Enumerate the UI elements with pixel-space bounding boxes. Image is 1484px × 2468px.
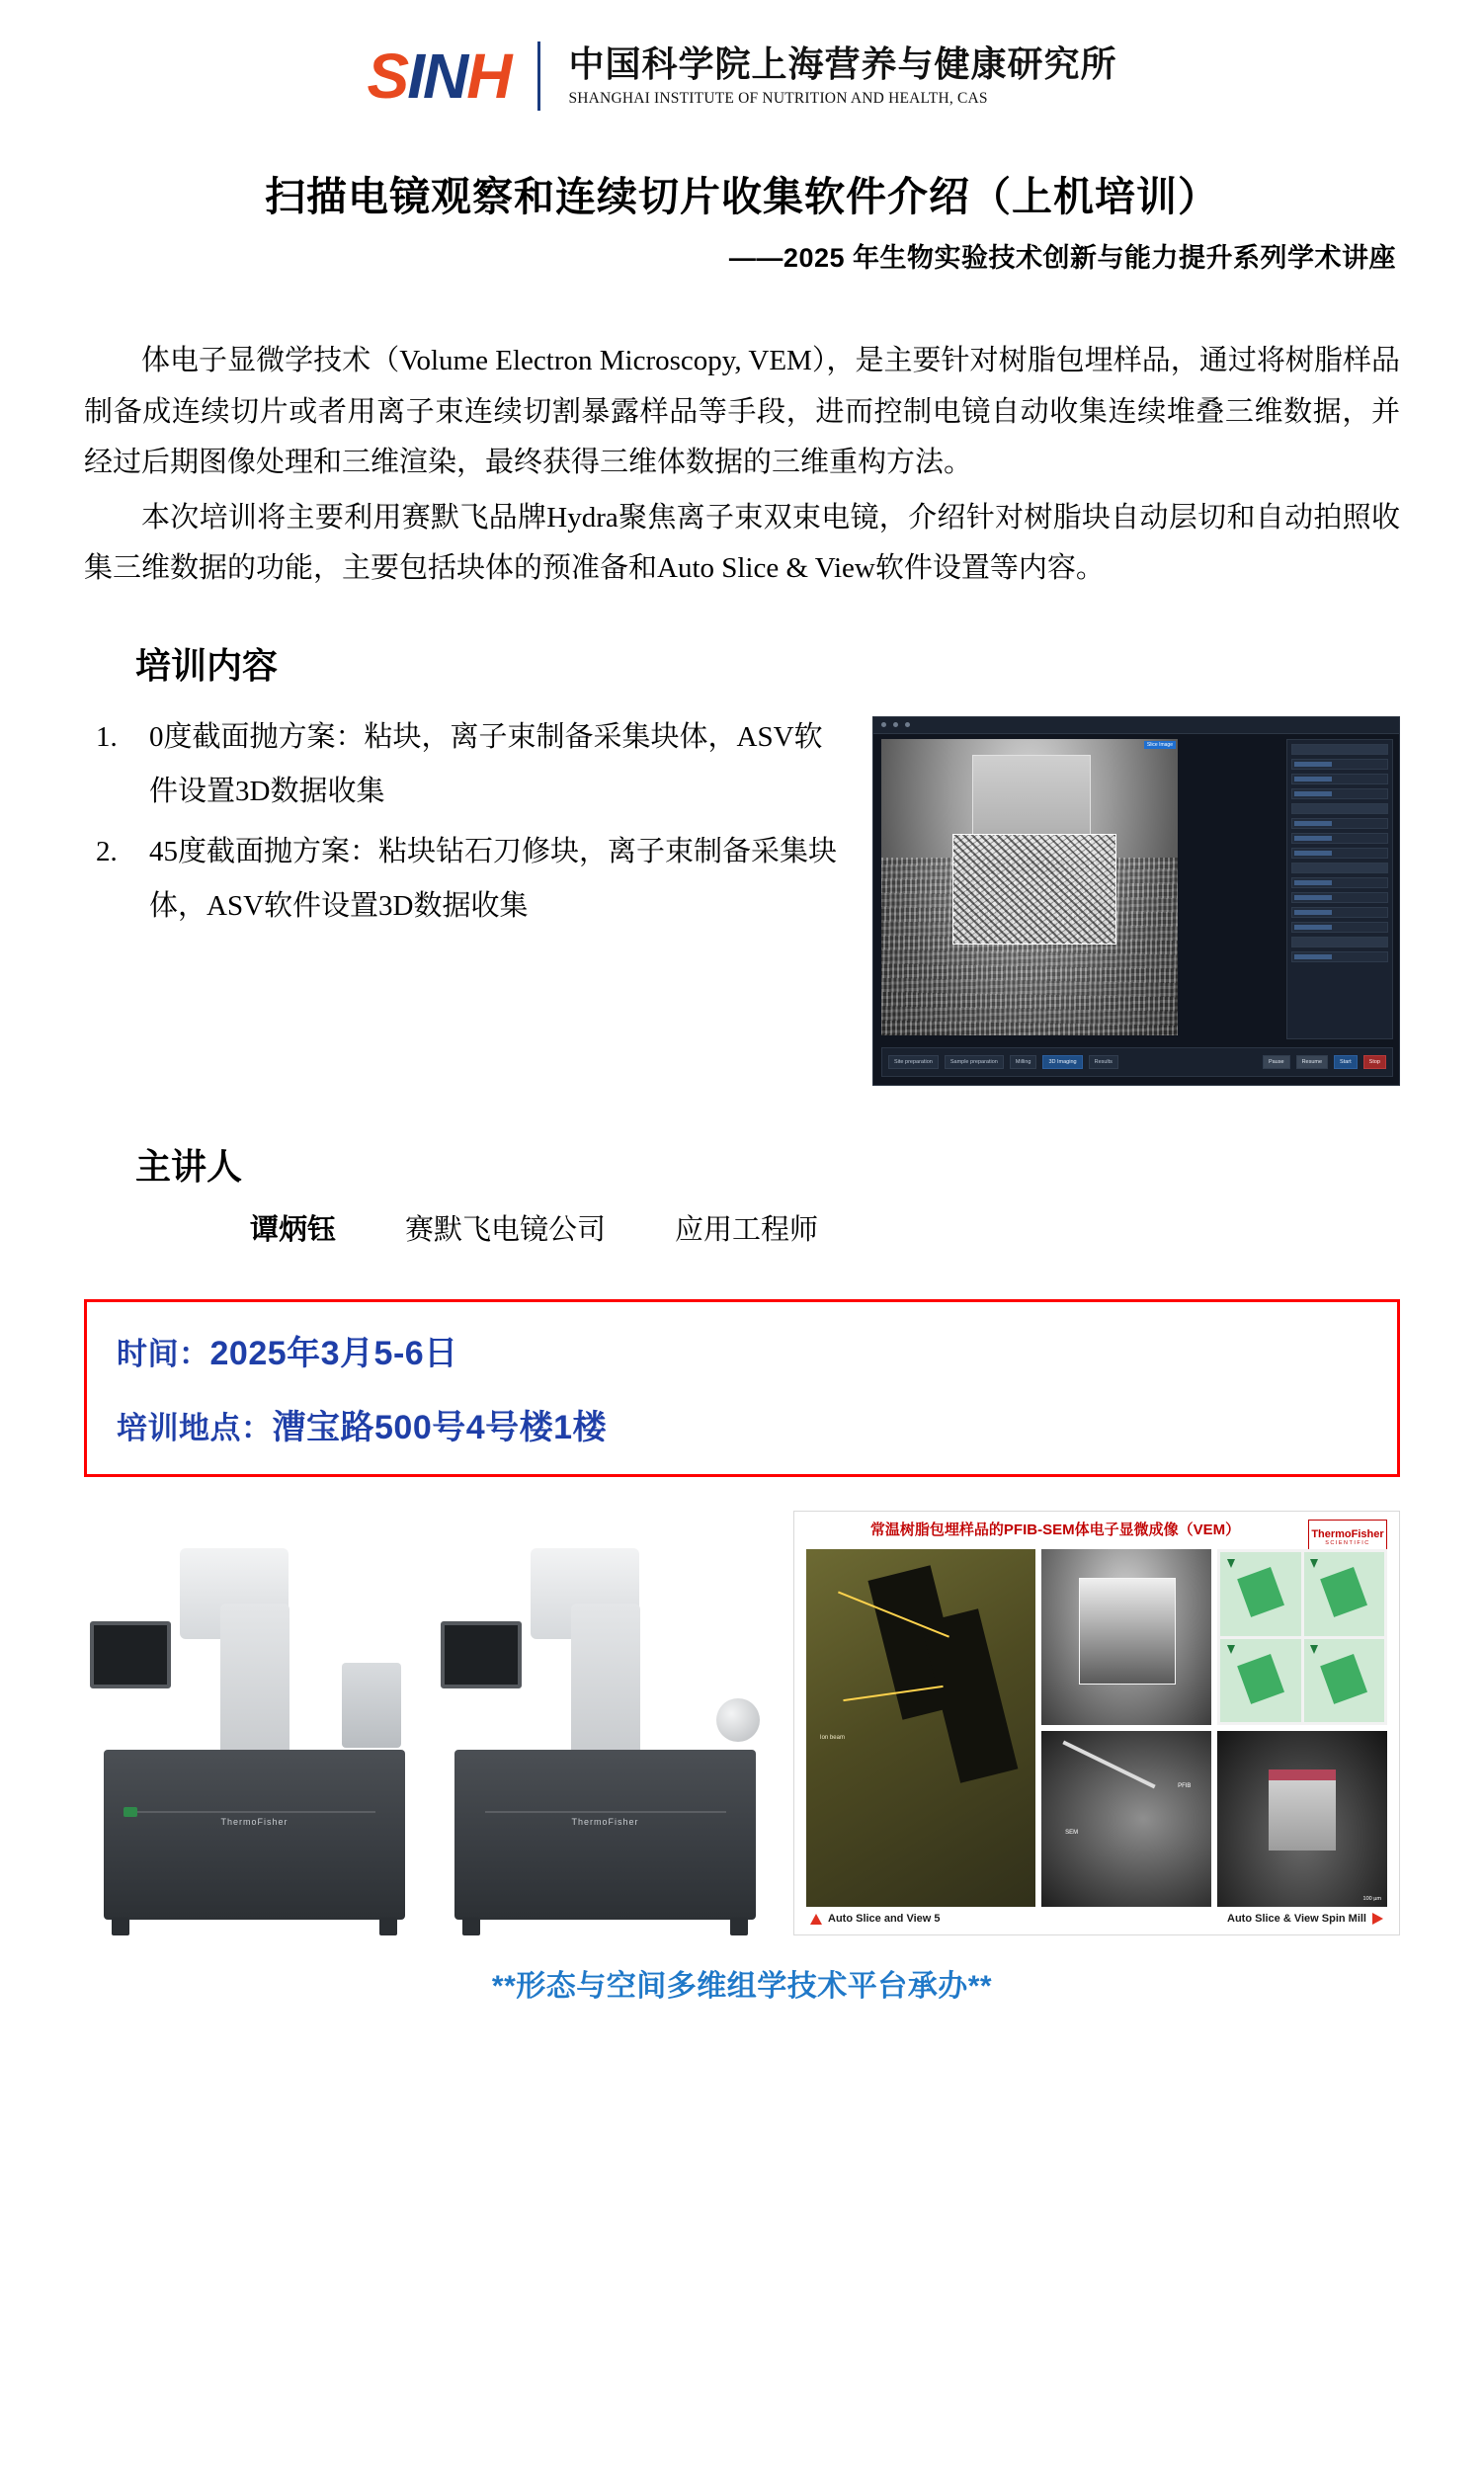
schematic-tile	[1220, 1552, 1300, 1636]
event-place-line	[117, 1400, 1367, 1448]
block-shape	[1237, 1567, 1284, 1616]
speaker-row	[250, 1207, 1400, 1248]
roi-tag-label: Slice Image	[1144, 741, 1176, 749]
figures-row	[84, 1511, 1400, 1935]
panel-row-bar	[1294, 791, 1332, 796]
poster-cell-sample-block	[1217, 1731, 1387, 1907]
titlebar-dot	[905, 722, 910, 727]
sample-cube	[1269, 1780, 1337, 1851]
instrument-monitor	[441, 1621, 522, 1688]
panel-row	[1291, 848, 1388, 859]
poster-caption-bottom-label: Auto Slice & View Spin Mill	[1227, 1913, 1366, 1926]
pfib-label: PFIB	[1178, 1783, 1192, 1790]
schematic-tile	[1220, 1639, 1300, 1723]
panel-row-bar	[1294, 777, 1332, 782]
logo-letter-in: IN	[407, 41, 467, 112]
instrument-foot	[730, 1918, 748, 1935]
speaker-name: 谭炳钰	[250, 1214, 337, 1247]
panel-row-bar	[1294, 821, 1332, 826]
panel-row-bar	[1294, 895, 1332, 900]
instrument-photo-right	[435, 1540, 776, 1935]
block-shape	[1237, 1654, 1284, 1703]
event-time-value: 2025年3月5-6日	[209, 1335, 458, 1373]
speaker-role: 应用工程师	[675, 1214, 819, 1247]
thermofisher-brand: ThermoFisher	[1311, 1528, 1384, 1541]
institute-logo	[368, 41, 1117, 111]
instrument-column	[571, 1604, 640, 1752]
page-subtitle: ——2025 年生物实验技术创新与能力提升系列学术讲座	[728, 243, 1396, 273]
instrument-column	[220, 1604, 289, 1752]
arrow-right-icon	[1372, 1913, 1383, 1925]
list-item-number: 2.	[96, 836, 118, 868]
settings-panel	[1286, 739, 1393, 1039]
panel-row	[1291, 774, 1388, 784]
poster-image-grid	[806, 1549, 1387, 1907]
speaker-company: 赛默飞电镜公司	[405, 1214, 607, 1247]
schematic-tile	[1304, 1552, 1384, 1636]
panel-row-bar	[1294, 880, 1332, 885]
instrument-base	[454, 1750, 756, 1920]
page-title: 扫描电镜观察和连续切片收集软件介绍（上机培训）	[265, 174, 1219, 219]
workflow-step-results: Results	[1089, 1055, 1118, 1069]
panel-row	[1291, 759, 1388, 770]
speaker-heading: 主讲人	[135, 1146, 243, 1188]
logo-letter-h: H	[466, 41, 511, 112]
instrument-monitor	[90, 1621, 171, 1688]
poster-cell-ion-milling	[806, 1549, 1035, 1907]
panel-title-row	[1291, 744, 1388, 755]
event-place-label: 培训地点：	[117, 1411, 273, 1446]
list-item-number: 1.	[96, 721, 118, 754]
panel-row	[1291, 907, 1388, 918]
arrow-icon	[1227, 1559, 1235, 1568]
workflow-step-site-preparation: Site preparation	[888, 1055, 939, 1069]
arrow-icon	[1227, 1645, 1235, 1654]
screenshot-titlebar	[873, 717, 1399, 734]
footer-note: **形态与空间多维组学技术平台承办**	[491, 1970, 993, 2004]
training-content-row	[84, 710, 1400, 1086]
panel-section-row	[1291, 803, 1388, 814]
intro-paragraph-2: 本次培训将主要利用赛默飞品牌Hydra聚焦离子束双束电镜，介绍针对树脂块自动层切和自动拍照收集三维数据的功能，主要包括块体的预准备和Auto Slice & View软件设置等内容。	[84, 501, 1400, 585]
instrument-photo-left	[84, 1540, 425, 1935]
panel-row	[1291, 922, 1388, 933]
panel-row	[1291, 833, 1388, 844]
instrument-foot	[462, 1918, 480, 1935]
panel-section-row	[1291, 937, 1388, 947]
workflow-step-3d-imaging: 3D Imaging	[1042, 1055, 1082, 1069]
arrow-icon	[1310, 1645, 1318, 1654]
logo-letter-s: S	[367, 41, 408, 112]
arrow-icon	[1310, 1559, 1318, 1568]
poster-caption-bottom	[1227, 1913, 1383, 1925]
header	[84, 0, 1400, 119]
block-shape	[1320, 1654, 1367, 1703]
panel-row	[1291, 892, 1388, 903]
schematic-tile	[1304, 1639, 1384, 1723]
ion-beam-label: Ion beam	[819, 1735, 845, 1742]
titlebar-dot	[893, 722, 898, 727]
region-of-interest	[952, 834, 1116, 945]
start-button: Start	[1334, 1055, 1358, 1069]
panel-row	[1291, 818, 1388, 829]
roi-speckle	[953, 835, 1115, 944]
instrument-foot	[112, 1918, 129, 1935]
instrument-foot	[379, 1918, 397, 1935]
logo-text-block	[568, 44, 1116, 107]
stop-button: Stop	[1363, 1055, 1386, 1069]
block-shape	[1320, 1567, 1367, 1616]
screenshot-viewport	[881, 739, 1178, 1035]
event-time-label: 时间：	[117, 1337, 210, 1372]
poster-cell-sem-pfib	[1041, 1731, 1211, 1907]
list-item	[96, 825, 847, 934]
training-list	[84, 710, 847, 940]
vem-poster-figure	[793, 1511, 1400, 1935]
titlebar-dot	[881, 722, 886, 727]
panel-row-bar	[1294, 836, 1332, 841]
thermofisher-brand-sub: SCIENTIFIC	[1325, 1540, 1370, 1547]
event-time-line	[117, 1326, 1367, 1374]
instrument-base	[104, 1750, 405, 1920]
panel-section-row	[1291, 863, 1388, 873]
instrument-status-badge	[124, 1807, 137, 1817]
arrow-up-icon	[810, 1914, 822, 1925]
logo-divider	[537, 41, 540, 111]
panel-row	[1291, 951, 1388, 962]
org-name-cn: 中国科学院上海营养与健康研究所	[568, 44, 1117, 85]
panel-row-bar	[1294, 762, 1332, 767]
panel-row-bar	[1294, 954, 1332, 959]
panel-row	[1291, 788, 1388, 799]
training-heading: 培训内容	[135, 645, 279, 687]
event-info-box	[84, 1299, 1400, 1477]
poster-title: 常温树脂包埋样品的PFIB-SEM体电子显微成像（VEM）	[869, 1522, 1241, 1539]
sem-label: SEM	[1065, 1829, 1079, 1836]
needle-shape	[1063, 1741, 1156, 1789]
poster-cell-trench-sem	[1041, 1549, 1211, 1725]
instrument-brand-label: ThermoFisher	[220, 1817, 289, 1828]
screenshot-workflow-bar	[881, 1047, 1393, 1077]
workflow-step-sample-preparation: Sample preparation	[945, 1055, 1004, 1069]
poster-caption-left-label: Auto Slice and View 5	[828, 1913, 941, 1926]
list-item	[96, 710, 847, 819]
sinh-logo-icon	[367, 41, 511, 112]
panel-row-bar	[1294, 925, 1332, 930]
org-name-en: SHANGHAI INSTITUTE OF NUTRITION AND HEALTH, CAS	[568, 89, 988, 107]
instrument-knob	[716, 1698, 760, 1742]
list-item-label: 45度截面抛方案：粘块钻石刀修块，离子束制备采集块体，ASV软件设置3D数据收集	[149, 836, 838, 923]
instrument-photos	[84, 1511, 776, 1935]
resume-button: Resume	[1296, 1055, 1328, 1069]
intro-paragraph-1: 体电子显微学技术（Volume Electron Microscopy, VEM），是主要针对树脂包埋样品，通过将树脂样品制备成连续切片或者用离子束连续切割暴露样品等手段，进而控制电镜自动收集连续堆叠三维数据，并经过后期图像处理和三维渲染，最终获得三维体数据的三维重构方法。	[84, 345, 1400, 479]
trench-shape	[1079, 1578, 1176, 1686]
poster-caption-left	[810, 1913, 941, 1925]
asv-software-screenshot	[872, 716, 1400, 1086]
workflow-step-milling: Milling	[1010, 1055, 1037, 1069]
instrument-side-module	[342, 1663, 401, 1748]
scale-bar-label: 100 µm	[1362, 1896, 1381, 1903]
list-item-label: 0度截面抛方案：粘块，离子束制备采集块体，ASV软件设置3D数据收集	[149, 721, 823, 808]
pause-button: Pause	[1263, 1055, 1290, 1069]
event-place-value: 漕宝路500号4号楼1楼	[272, 1409, 608, 1447]
panel-row-bar	[1294, 910, 1332, 915]
panel-row-bar	[1294, 851, 1332, 856]
poster-cell-schematics	[1217, 1549, 1387, 1725]
instrument-brand-label: ThermoFisher	[571, 1817, 639, 1828]
intro-text	[84, 336, 1400, 595]
poster-captions	[806, 1913, 1387, 1925]
panel-row	[1291, 877, 1388, 888]
